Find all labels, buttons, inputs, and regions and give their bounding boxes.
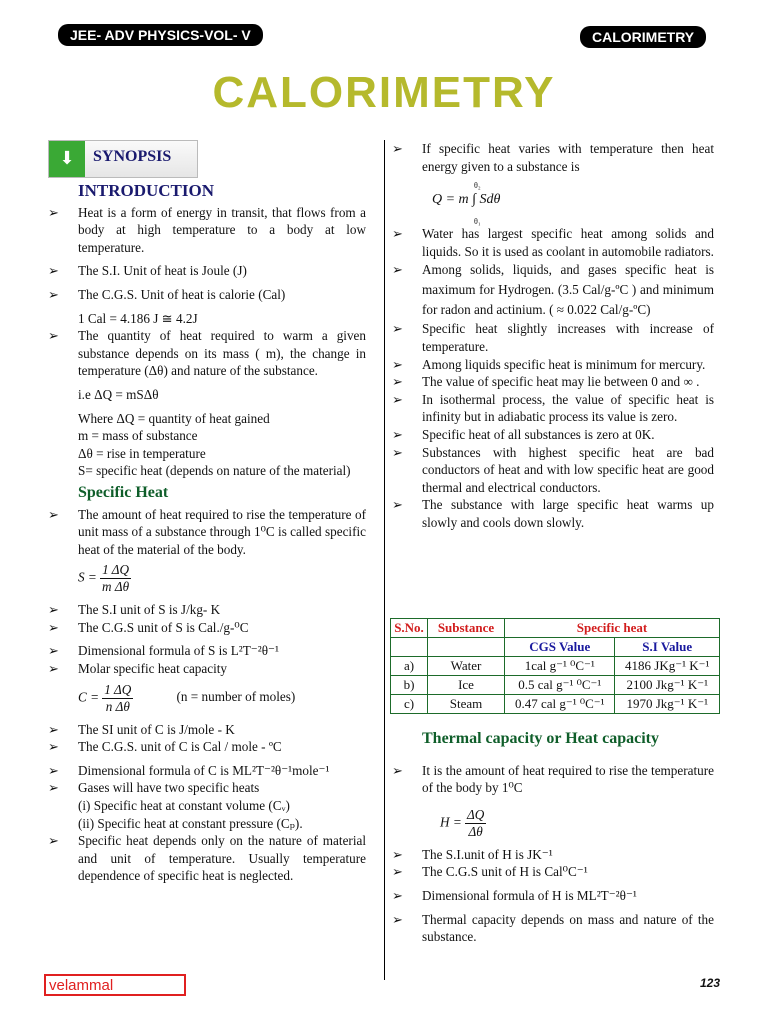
formula-note: (n = number of moles): [176, 689, 296, 705]
arrow-bullet-icon: ➢: [392, 864, 403, 880]
arrow-bullet-icon: ➢: [392, 356, 403, 372]
bullet-item: [48, 762, 366, 780]
header-subject-label: JEE- ADV PHYSICS-VOL- V: [58, 24, 263, 46]
bullet-text: The amount of heat required to rise the temperature of unit mass of a substance through 1⁰C is called specific heat of the material of the body.: [78, 506, 366, 557]
arrow-bullet-icon: ➢: [392, 321, 403, 337]
arrow-bullet-icon: ➢: [392, 497, 403, 513]
arrow-bullet-icon: ➢: [48, 780, 59, 796]
header-chapter-label: CALORIMETRY: [580, 26, 706, 48]
bullet-item: [392, 496, 714, 531]
bullet-item: [392, 444, 714, 497]
bullet-item: [392, 140, 714, 175]
fraction-denominator: Δθ: [468, 823, 483, 839]
definition-line: Where ΔQ = quantity of heat gained: [78, 410, 270, 426]
arrow-bullet-icon: ➢: [48, 328, 59, 344]
table-header-row: [391, 619, 720, 638]
table-cell: [428, 638, 505, 657]
bullet-text: The C.G.S unit of H is Cal⁰C⁻¹: [422, 864, 588, 880]
heat-capacity-formula: [392, 807, 714, 840]
bullet-text: Among liquids specific heat is minimum for mercury.: [422, 356, 706, 372]
arrow-bullet-icon: ➢: [48, 619, 59, 635]
sub-item: (ii) Specific heat at constant pressure (Cₚ).: [78, 815, 303, 831]
page-title: CALORIMETRY: [212, 68, 556, 117]
bullet-item: [392, 426, 714, 444]
bullet-item: [48, 286, 366, 304]
bullet-text: In isothermal process, the value of specific heat is infinity but in adiabatic process its value is zero.: [422, 391, 714, 425]
bullet-text: Dimensional formula of C is ML²T⁻²θ⁻¹mole⁻¹: [78, 762, 330, 778]
bullet-item: [392, 260, 714, 320]
column-divider: [384, 140, 385, 980]
arrow-bullet-icon: ➢: [48, 286, 59, 302]
table-cell: 1cal g⁻¹ ⁰C⁻¹: [505, 657, 615, 676]
bullet-item: [392, 762, 714, 797]
intro-heading: INTRODUCTION: [78, 181, 215, 200]
integral-expression: Q = m ∫ Sdθ: [432, 192, 501, 208]
arrow-down-icon: ⬇: [49, 141, 85, 177]
bullet-item: [392, 320, 714, 355]
bullet-item: [48, 721, 366, 739]
specific-heat-table: [390, 618, 720, 714]
arrow-bullet-icon: ➢: [392, 262, 403, 278]
bullet-text: Dimensional formula of H is ML²T⁻²θ⁻¹: [422, 887, 637, 903]
bullet-item: [392, 391, 714, 426]
arrow-bullet-icon: ➢: [392, 391, 403, 407]
right-column-lower: [392, 726, 714, 946]
table-row: [391, 657, 720, 676]
bullet-text: Specific heat of all substances is zero at 0K.: [422, 426, 655, 442]
bullet-text: Among solids, liquids, and gases specific heat is maximum for Hydrogen. (3.5 Cal/g-ºC ) and minimum for radon and actinium. ( ≈ 0.022 Cal/g-ºC): [422, 262, 714, 318]
table-cell: 2100 Jkg⁻¹ K⁻¹: [615, 676, 720, 695]
formula-lhs: H =: [440, 814, 462, 830]
bullet-item: [48, 601, 366, 619]
header-specific-heat: Specific heat: [505, 619, 720, 638]
calorie-equivalence: 1 Cal = 4.186 J ≅ 4.2J: [78, 310, 198, 326]
table-cell: 4186 JKg⁻¹ K⁻¹: [615, 657, 720, 676]
fraction-numerator: ΔQ: [467, 806, 485, 822]
header-substance: Substance: [428, 619, 505, 638]
bullet-item: [48, 779, 366, 797]
formula-fraction: [102, 682, 133, 715]
arrow-bullet-icon: ➢: [48, 643, 59, 659]
bullet-item: [48, 738, 366, 756]
bullet-text: Specific heat depends only on the nature of material and unit of temperature. Usually temperature dependence of specific heat is neglected.: [78, 833, 366, 884]
fraction-denominator: n Δθ: [105, 698, 130, 714]
arrow-bullet-icon: ➢: [392, 887, 403, 903]
integral-upper-limit: θ₂: [474, 181, 481, 191]
formula-fraction: [465, 807, 486, 840]
table-subheader-row: [391, 638, 720, 657]
table-cell: 0.47 cal g⁻¹ ⁰C⁻¹: [505, 695, 615, 714]
bullet-text: The substance with large specific heat warms up slowly and cools down slowly.: [422, 497, 714, 530]
right-column: [392, 140, 714, 532]
molar-heat-formula: [48, 682, 366, 715]
table-cell: 0.5 cal g⁻¹ ⁰C⁻¹: [505, 676, 615, 695]
arrow-bullet-icon: ➢: [392, 762, 403, 778]
bullet-item: [392, 911, 714, 946]
definition-line: m = mass of substance: [78, 428, 198, 444]
table-row: [391, 695, 720, 714]
arrow-bullet-icon: ➢: [392, 426, 403, 442]
bullet-text: The quantity of heat required to warm a given substance depends on its mass ( m), the change in temperature (Δθ) and nature of the substance.: [78, 328, 366, 379]
fraction-numerator: 1 ΔQ: [102, 562, 130, 578]
footer-brand: velammal: [44, 974, 186, 996]
header-cgs: CGS Value: [505, 638, 615, 657]
arrow-bullet-icon: ➢: [392, 911, 403, 927]
bullet-item: [48, 832, 366, 885]
sub-item: (i) Specific heat at constant volume (Cᵥ): [78, 798, 290, 814]
bullet-text: Molar specific heat capacity: [78, 661, 228, 677]
header-si: S.I Value: [615, 638, 720, 657]
thermal-capacity-heading: Thermal capacity or Heat capacity: [422, 730, 659, 747]
arrow-bullet-icon: ➢: [48, 204, 59, 220]
arrow-bullet-icon: ➢: [48, 263, 59, 279]
arrow-bullet-icon: ➢: [392, 374, 403, 390]
bullet-text: Thermal capacity depends on mass and nature of the substance.: [422, 911, 714, 945]
bullet-text: Specific heat slightly increases with increase of temperature.: [422, 321, 714, 354]
bullet-item: [392, 887, 714, 905]
bullet-item: [392, 225, 714, 260]
table-cell: [391, 638, 428, 657]
arrow-bullet-icon: ➢: [392, 141, 403, 156]
definition-line: Δθ = rise in temperature: [78, 445, 206, 461]
table-row: [391, 676, 720, 695]
arrow-bullet-icon: ➢: [392, 444, 403, 460]
bullet-item: [392, 373, 714, 391]
left-column: [48, 180, 366, 885]
bullet-text: Water has largest specific heat among solids and liquids. So it is used as coolant in automobile radiators.: [422, 226, 714, 259]
bullet-text: If specific heat varies with temperature then heat energy given to a substance is: [422, 141, 714, 174]
bullet-text: The S.I.unit of H is JK⁻¹: [422, 846, 553, 862]
arrow-bullet-icon: ➢: [48, 833, 59, 849]
specific-heat-heading: Specific Heat: [78, 483, 169, 501]
header-sno: S.No.: [391, 619, 428, 638]
arrow-bullet-icon: ➢: [392, 846, 403, 862]
table-cell: b): [391, 676, 428, 695]
fraction-numerator: 1 ΔQ: [104, 681, 132, 697]
table-cell: Ice: [428, 676, 505, 695]
bullet-item: [48, 204, 366, 257]
bullet-text: The C.G.S. Unit of heat is calorie (Cal): [78, 286, 286, 302]
fraction-denominator: m Δθ: [102, 579, 130, 595]
bullet-text: Dimensional formula of S is L²T⁻²θ⁻¹: [78, 643, 279, 659]
arrow-bullet-icon: ➢: [48, 739, 59, 755]
bullet-item: [392, 356, 714, 374]
formula-fraction: [100, 562, 131, 595]
bullet-text: The SI unit of C is J/mole - K: [78, 721, 235, 737]
synopsis-tab: [48, 140, 198, 178]
bullet-text: Gases will have two specific heats: [78, 780, 260, 796]
integral-formula: [432, 175, 714, 225]
integral-lower-limit: θ₁: [474, 217, 481, 227]
specific-heat-formula: [48, 562, 366, 595]
table-cell: a): [391, 657, 428, 676]
arrow-bullet-icon: ➢: [48, 721, 59, 737]
arrow-bullet-icon: ➢: [392, 226, 403, 242]
arrow-bullet-icon: ➢: [48, 506, 59, 522]
bullet-item: [48, 506, 366, 559]
bullet-item: [48, 262, 366, 280]
bullet-item: [48, 642, 366, 660]
bullet-item: [48, 327, 366, 380]
table-cell: 1970 Jkg⁻¹ K⁻¹: [615, 695, 720, 714]
table-cell: c): [391, 695, 428, 714]
formula-lhs: C =: [78, 689, 99, 705]
bullet-item: [48, 660, 366, 678]
bullet-text: The C.G.S unit of S is Cal./g-⁰C: [78, 619, 249, 635]
arrow-bullet-icon: ➢: [48, 762, 59, 778]
table-cell: Water: [428, 657, 505, 676]
formula-lhs: S =: [78, 569, 97, 585]
heat-equation: i.e ΔQ = mSΔθ: [78, 386, 159, 402]
bullet-text: The S.I. Unit of heat is Joule (J): [78, 263, 247, 279]
bullet-text: The value of specific heat may lie between 0 and ∞ .: [422, 374, 700, 390]
bullet-text: Substances with highest specific heat are bad conductors of heat and with low specific heat are good thermal and electrical conductors.: [422, 444, 714, 495]
bullet-item: [48, 619, 366, 637]
bullet-text: Heat is a form of energy in transit, that flows from a body at high temperature to a body at low temperature.: [78, 204, 366, 255]
arrow-bullet-icon: ➢: [48, 661, 59, 677]
bullet-item: [392, 863, 714, 881]
bullet-text: The C.G.S. unit of C is Cal / mole - ºC: [78, 739, 282, 755]
bullet-text: The S.I unit of S is J/kg- K: [78, 602, 221, 618]
bullet-text: It is the amount of heat required to rise the temperature of the body by 1⁰C: [422, 762, 714, 796]
bullet-item: [392, 846, 714, 864]
definition-line: S= specific heat (depends on nature of the material): [78, 463, 351, 479]
table-cell: Steam: [428, 695, 505, 714]
page-number: 123: [700, 976, 721, 990]
synopsis-label: SYNOPSIS: [93, 148, 172, 165]
arrow-bullet-icon: ➢: [48, 602, 59, 618]
